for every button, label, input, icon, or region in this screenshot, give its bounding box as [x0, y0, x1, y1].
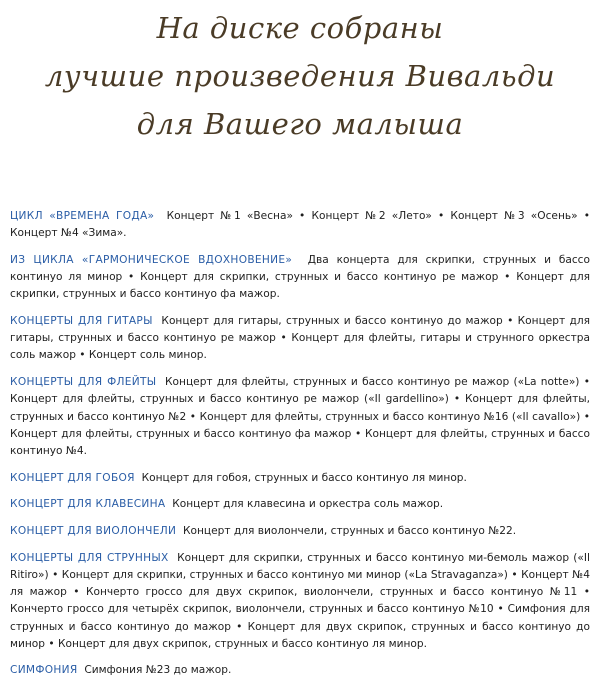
section-text: Концерт для скрипки, струнных и бассо континуо ми-бемоль мажор («Il Ritiro») • Концерт для скрипки, струнных и бассо континуо ми минор («La Stravaganza») • Концерт №4 ля мажор • Кончерто гроссо для двух скрипок, виолончели, струнных и бассо континуо №11 • Кончерто гроссо для четырёх скрипок, виолончели, струнных и бассо континуо №10 • Симфония для струнных и бассо континуо до мажор • Концерт для двух скрипок, струнных и бассо континуо до минор • Концерт для двух скрипок, струнных и бассо континуо ля минор. — [10, 551, 590, 650]
section-text: Два концерта для скрипки, струнных и бассо континуо ля минор • Концерт для скрипки, струнных и бассо континуо ре мажор • Концерт для скрипки, струнных и бассо континуо фа мажор. — [10, 253, 590, 301]
title-line-3: для Вашего малыша — [136, 107, 464, 141]
section-heading: СИМФОНИЯ — [10, 664, 78, 677]
section-symphony — [10, 662, 590, 679]
section-text: Концерт для клавесина и оркестра соль мажор. — [172, 498, 444, 511]
section-heading: ИЗ ЦИКЛА «ГАРМОНИЧЕСКОЕ ВДОХНОВЕНИЕ» — [10, 253, 293, 266]
section-text: Концерт для флейты, струнных и бассо континуо ре мажор («La notte») • Концерт для флейты, струнных и бассо континуо ре мажор («Il gardellino») • Концерт для флейты, струнных и бассо континуо №2 • Концерт для флейты, струнных и бассо континуо №16 («Il cavallo») • Концерт для флейты, струнных и бассо континуо фа мажор • Концерт для флейты, струнных и бассо континуо №4. — [10, 376, 590, 457]
section-text: Концерт для виолончели, струнных и бассо континуо №22. — [182, 525, 517, 538]
section-heading: КОНЦЕРТ ДЛЯ ГОБОЯ — [10, 471, 135, 484]
section-text: Симфония №23 до мажор. — [84, 664, 232, 677]
section-text: Концерт №1 «Весна» • Концерт №2 «Лето» • Концерт №3 «Осень» • Концерт №4 «Зима». — [10, 210, 590, 240]
section-heading: КОНЦЕРТЫ ДЛЯ СТРУННЫХ — [10, 551, 169, 564]
title-line-1: На диске собраны — [156, 11, 444, 45]
section-heading: КОНЦЕРТ ДЛЯ КЛАВЕСИНА — [10, 498, 166, 511]
section-string-concertos — [10, 550, 590, 653]
section-four-seasons — [10, 208, 590, 242]
section-harpsichord-concerto — [10, 496, 590, 513]
page-title — [0, 4, 600, 148]
section-heading: КОНЦЕРТ ДЛЯ ВИОЛОНЧЕЛИ — [10, 525, 177, 538]
title-line-2: лучшие произведения Вивальди — [44, 59, 556, 93]
track-list — [10, 208, 590, 680]
section-cello-concerto — [10, 523, 590, 540]
section-guitar-concertos — [10, 313, 590, 365]
section-text: Концерт для гобоя, струнных и бассо континуо ля минор. — [141, 471, 467, 484]
section-oboe-concerto — [10, 470, 590, 487]
section-flute-concertos — [10, 374, 590, 460]
section-harmonic-inspiration — [10, 252, 590, 304]
section-text: Концерт для гитары, струнных и бассо континуо до мажор • Концерт для гитары, струнных и бассо континуо ре мажор • Концерт для флейты, гитары и струнного оркестра соль мажор • Концерт соль минор. — [10, 315, 590, 362]
section-heading: ЦИКЛ «ВРЕМЕНА ГОДА» — [10, 210, 155, 222]
section-heading: КОНЦЕРТЫ ДЛЯ ГИТАРЫ — [10, 315, 153, 328]
section-heading: КОНЦЕРТЫ ДЛЯ ФЛЕЙТЫ — [10, 376, 157, 389]
